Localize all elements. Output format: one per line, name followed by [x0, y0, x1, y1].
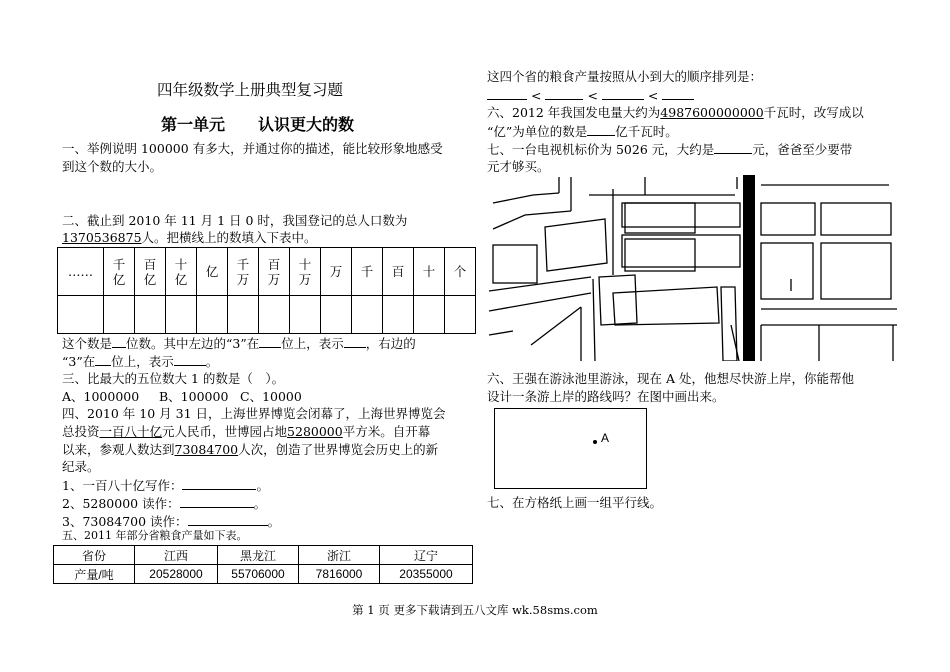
less-than-sign: < [587, 88, 598, 103]
q4-text: 人次，创造了世界博览会历史上的新 [238, 442, 439, 457]
grain-table-yield-row [54, 565, 473, 584]
province-cell: 浙江 [299, 546, 380, 565]
city-block [493, 245, 537, 283]
page-footer: 第 1 页 更多下载请到五八文库 wk.58sms.com [352, 603, 598, 617]
q4-sub-text: 3、73084700 读作： [62, 514, 188, 529]
q4-line3 [62, 441, 438, 459]
q4-sub2 [62, 494, 266, 513]
place-header-ellipsis: …… [58, 248, 104, 296]
q7a-line2: 元才够买。 [487, 159, 550, 174]
city-block [622, 203, 740, 227]
city-block [761, 243, 813, 299]
answer-blank[interactable] [259, 334, 281, 348]
population-number: 1370536875 [62, 230, 142, 245]
answer-blank[interactable] [95, 352, 111, 366]
q4-sub-text: 。 [267, 514, 281, 529]
q4-text: 平方米。自开幕 [342, 424, 431, 439]
ordering-blanks [487, 86, 694, 105]
yield-cell: 20528000 [135, 565, 218, 584]
visitor-count: 73084700 [174, 442, 239, 457]
q2-line1: 二、截止到 2010 年 11 月 1 日 0 时，我国登记的总人口数为 [62, 213, 408, 228]
answer-blank[interactable] [587, 122, 615, 136]
place-value-table [57, 247, 476, 334]
place-header-ge: 个 [445, 248, 476, 296]
q4-sub-text: 1、一百八十亿写作： [62, 478, 183, 493]
road-edge [489, 293, 591, 311]
city-block [821, 203, 891, 235]
q4-sub-text: 。 [256, 478, 269, 493]
city-block [622, 235, 740, 267]
q7a-text: 元，爸爸至少要带 [752, 142, 853, 157]
road-edge [531, 307, 581, 345]
yield-cell: 55706000 [218, 565, 299, 584]
answer-cell[interactable] [321, 296, 352, 334]
q3-option-a[interactable]: A、1000000 [62, 389, 140, 404]
city-block [721, 287, 737, 361]
q5-continued: 这四个省的粮食产量按照从小到大的顺序排列是： [487, 69, 763, 84]
less-than-sign: < [647, 88, 659, 103]
q1-line2: 到这个数的大小。 [62, 159, 163, 174]
road-edge [493, 211, 571, 229]
answer-cell[interactable] [414, 296, 445, 334]
answer-blank[interactable] [662, 86, 694, 100]
point-a-dot [593, 440, 597, 444]
q6a-text: “亿”为单位的数是 [487, 124, 588, 139]
place-value-header-row [58, 248, 476, 296]
q2-text: 位数。其中左边的“3”在 [126, 336, 260, 351]
answer-cell[interactable] [197, 296, 228, 334]
road-edge [593, 279, 595, 361]
answer-cell[interactable] [58, 296, 104, 334]
answer-blank[interactable] [545, 86, 583, 100]
q3-option-b[interactable]: B、100000 [159, 389, 229, 404]
q6a-text: 六、2012 年我国发电量大约为 [487, 105, 661, 120]
province-cell: 黑龙江 [218, 546, 299, 565]
q6b-line1: 六、王强在游泳池里游泳，现在 A 处，他想尽快游上岸，你能帮他 [487, 371, 854, 386]
grain-yield-table [53, 545, 473, 584]
q7a-line1 [487, 140, 852, 159]
investment-amount: 一百八十亿 [99, 424, 163, 439]
answer-cell[interactable] [166, 296, 197, 334]
unit-name: 认识更大的数 [258, 115, 355, 134]
city-block [625, 239, 695, 271]
q4-text: 以来，参观人数达到 [62, 442, 175, 457]
answer-cell[interactable] [383, 296, 414, 334]
q4-line2 [62, 423, 430, 441]
point-a-label: A [601, 431, 610, 445]
q4-text: 元人民币，世博园占地 [162, 424, 288, 439]
yield-cell: 7816000 [299, 565, 380, 584]
road-edge [489, 331, 513, 335]
place-header-baiwan: 百 万 [259, 248, 290, 296]
q2-sentence2 [62, 352, 218, 371]
place-header-qian: 千 [352, 248, 383, 296]
road-edge [731, 325, 739, 361]
q6a-line1 [487, 104, 864, 122]
place-header-wan: 万 [321, 248, 352, 296]
province-cell: 辽宁 [380, 546, 473, 565]
q3-text: 三、比最大的五位数大 1 的数是（ ）。 [62, 371, 285, 386]
place-header-qianwan: 千 万 [228, 248, 259, 296]
road-edge [493, 193, 559, 203]
main-road-bar [743, 175, 755, 361]
q7a-text: 七、一台电视机标价为 5026 元，大约是 [487, 142, 715, 157]
q2-text: 位上，表示 [111, 354, 174, 369]
q6b-line2: 设计一条游上岸的路线吗？在图中画出来。 [487, 389, 725, 404]
q3-option-c[interactable]: C、10000 [240, 389, 302, 404]
city-block [599, 275, 637, 325]
city-block [821, 243, 891, 299]
q4-text: 总投资 [62, 424, 100, 439]
answer-cell[interactable] [352, 296, 383, 334]
province-cell: 江西 [135, 546, 218, 565]
q4-sub-text: 2、5280000 读作： [62, 496, 180, 511]
answer-cell[interactable] [228, 296, 259, 334]
q6a-text: 亿千瓦时。 [615, 124, 678, 139]
q4-line4: 纪录。 [62, 459, 100, 474]
answer-cell[interactable] [445, 296, 476, 334]
q4-sub-text: 。 [253, 496, 267, 511]
answer-blank[interactable] [602, 86, 644, 100]
q6a-text: 千瓦时，改写成以 [763, 105, 864, 120]
q2-text: “3”在 [62, 354, 96, 369]
place-header-shiwan: 十 万 [290, 248, 321, 296]
answer-cell[interactable] [135, 296, 166, 334]
q4-sub1 [62, 476, 269, 495]
grain-table-province-row [54, 546, 473, 565]
place-header-bai: 百 [383, 248, 414, 296]
q2-text: 这个数是 [62, 336, 113, 351]
q2-text: 位上，表示 [281, 336, 344, 351]
grain-table-row-header: 省份 [54, 546, 135, 565]
answer-blank[interactable] [182, 476, 256, 490]
q2-line2 [62, 229, 317, 247]
yield-cell: 20355000 [380, 565, 473, 584]
road-edge [489, 277, 591, 291]
q4-line1: 四、2010 年 10 月 31 日，上海世界博览会闭幕了，上海世界博览会 [62, 406, 446, 421]
swimming-pool-diagram[interactable] [494, 408, 647, 489]
area-amount: 5280000 [287, 424, 343, 439]
city-block [625, 203, 695, 233]
place-value-answer-row [58, 296, 476, 334]
city-block [613, 287, 719, 325]
answer-blank[interactable] [188, 512, 268, 526]
q7b-text: 七、在方格纸上画一组平行线。 [487, 495, 663, 510]
q1-line1: 一、举例说明 100000 有多大，并通过你的描述，能比较形象地感受 [62, 141, 443, 156]
city-block [761, 203, 815, 235]
street-map-illustration [485, 175, 897, 361]
answer-blank[interactable] [180, 494, 254, 508]
power-generation-number: 4987600000000 [660, 105, 764, 120]
answer-blank[interactable] [174, 352, 206, 366]
answer-blank[interactable] [714, 140, 752, 154]
place-header-shi: 十 [414, 248, 445, 296]
q2-text: 。 [205, 354, 219, 369]
q6a-line2 [487, 122, 678, 141]
answer-blank[interactable] [487, 86, 527, 100]
city-block [545, 219, 607, 271]
answer-cell[interactable] [259, 296, 290, 334]
less-than-sign: < [530, 88, 542, 103]
answer-blank[interactable] [344, 334, 366, 348]
q5-intro: 五、2011 年部分省粮食产量如下表。 [62, 529, 248, 542]
answer-cell[interactable] [104, 296, 135, 334]
place-header-qianyi: 千 亿 [104, 248, 135, 296]
unit-number: 第一单元 [161, 115, 226, 134]
q2-sentence1 [62, 334, 416, 353]
answer-cell[interactable] [290, 296, 321, 334]
place-header-baiyi: 百 亿 [135, 248, 166, 296]
grain-table-row-header: 产量/吨 [54, 565, 135, 584]
q2-line2-rest: 人。把横线上的数填入下表中。 [141, 230, 317, 245]
document-title: 四年级数学上册典型复习题 [157, 81, 344, 99]
place-header-yi: 亿 [197, 248, 228, 296]
answer-blank[interactable] [112, 334, 126, 348]
q2-text: ，右边的 [365, 336, 416, 351]
place-header-shiyi: 十 亿 [166, 248, 197, 296]
